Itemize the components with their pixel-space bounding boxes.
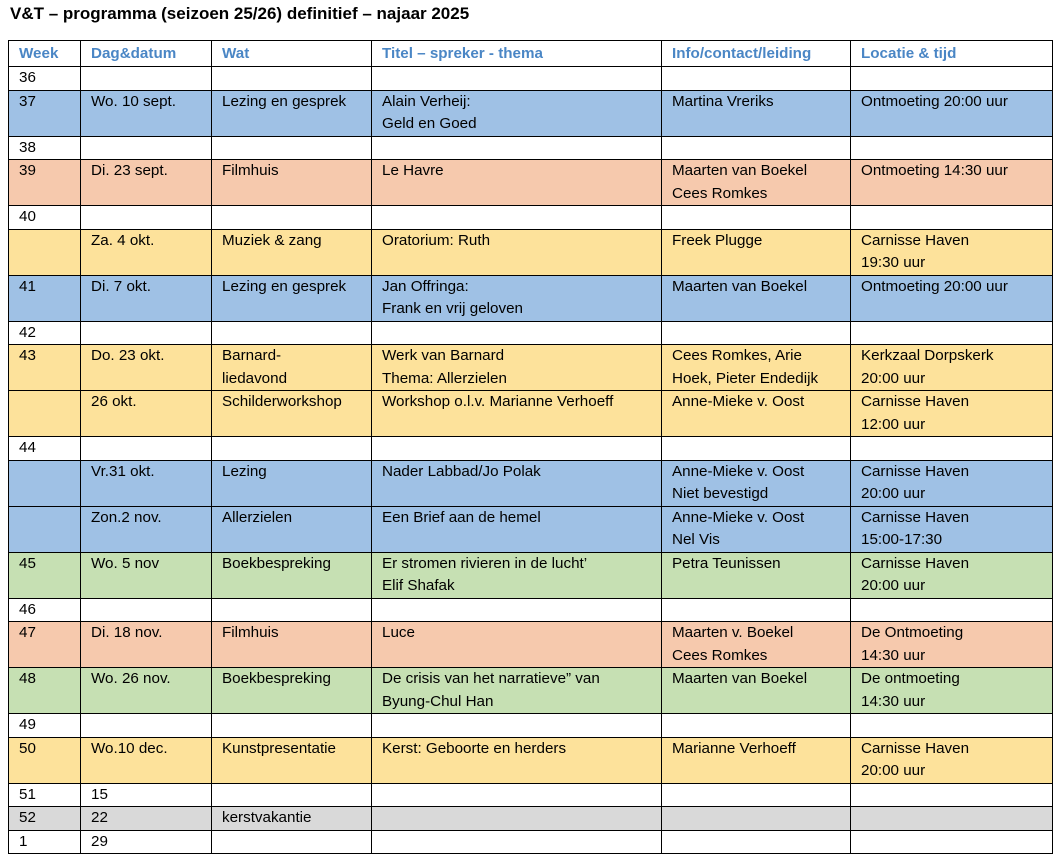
- cell-week: [9, 714, 81, 738]
- cell-week: [9, 67, 81, 91]
- cell-what: [212, 90, 372, 136]
- table-row: [9, 598, 1053, 622]
- cell-location: [851, 783, 1053, 807]
- cell-week: [9, 783, 81, 807]
- cell-info: [662, 160, 851, 206]
- cell-what: [212, 783, 372, 807]
- table-row: [9, 460, 1053, 506]
- cell-text: Lezing: [222, 462, 267, 480]
- table-row: [9, 783, 1053, 807]
- cell-location: [851, 67, 1053, 91]
- cell-title: [372, 807, 662, 831]
- cell-text: Oratorium: Ruth: [382, 231, 491, 249]
- cell-text: Zon.2 nov.: [91, 508, 162, 526]
- cell-date: [81, 67, 212, 91]
- cell-info: [662, 783, 851, 807]
- header-location: Locatie & tijd: [851, 41, 1053, 67]
- cell-text: Vr.31 okt.: [91, 462, 155, 480]
- cell-text: Maarten van Boekel: [672, 670, 808, 687]
- cell-text: 20:00 uur: [861, 369, 926, 387]
- cell-week: [9, 160, 81, 206]
- cell-week: [9, 437, 81, 461]
- cell-date: [81, 437, 212, 461]
- cell-text: Carnisse Haven: [861, 508, 970, 526]
- cell-what: [212, 136, 372, 160]
- cell-title: [372, 830, 662, 854]
- cell-text: Cees Romkes: [672, 646, 768, 664]
- cell-text: Le Havre: [382, 162, 444, 179]
- cell-date: [81, 807, 212, 831]
- document-title: V&T – programma (seizoen 25/26) definitief – najaar 2025: [10, 4, 470, 23]
- cell-text: 39: [19, 162, 36, 179]
- cell-info: [662, 345, 851, 391]
- cell-week: [9, 807, 81, 831]
- cell-text: Allerzielen: [222, 508, 293, 526]
- cell-text: Kerkzaal Dorpskerk: [861, 347, 994, 364]
- cell-what: [212, 506, 372, 552]
- table-row: [9, 830, 1053, 854]
- cell-what: [212, 437, 372, 461]
- cell-text: Za. 4 okt.: [91, 231, 155, 249]
- cell-what: [212, 807, 372, 831]
- cell-text: Byung-Chul Han: [382, 692, 494, 710]
- cell-text: kerstvakantie: [222, 809, 312, 826]
- cell-what: [212, 229, 372, 275]
- cell-text: Carnisse Haven: [861, 462, 970, 480]
- cell-info: [662, 391, 851, 437]
- cell-text: Filmhuis: [222, 162, 279, 179]
- cell-title: [372, 460, 662, 506]
- table-row: [9, 275, 1053, 321]
- cell-location: [851, 206, 1053, 230]
- cell-text: Di. 23 sept.: [91, 162, 168, 179]
- cell-text: Do. 23 okt.: [91, 347, 165, 364]
- cell-date: [81, 506, 212, 552]
- cell-text: 14:30 uur: [861, 692, 926, 710]
- table-row: [9, 714, 1053, 738]
- cell-what: [212, 598, 372, 622]
- header-what: Wat: [212, 41, 372, 67]
- cell-what: [212, 67, 372, 91]
- cell-text: 40: [19, 208, 36, 225]
- cell-title: [372, 506, 662, 552]
- cell-text: 50: [19, 739, 36, 757]
- cell-location: [851, 668, 1053, 714]
- cell-date: [81, 460, 212, 506]
- cell-info: [662, 830, 851, 854]
- cell-date: [81, 90, 212, 136]
- cell-info: [662, 598, 851, 622]
- cell-what: [212, 275, 372, 321]
- cell-week: [9, 506, 81, 552]
- cell-text: Muziek & zang: [222, 231, 322, 249]
- cell-text: Martina Vreriks: [672, 92, 774, 110]
- cell-text: Di. 18 nov.: [91, 624, 163, 641]
- cell-text: Frank en vrij geloven: [382, 300, 523, 317]
- cell-title: [372, 321, 662, 345]
- cell-what: [212, 830, 372, 854]
- table-row: [9, 437, 1053, 461]
- cell-text: Lezing en gesprek: [222, 92, 347, 110]
- cell-title: [372, 206, 662, 230]
- cell-week: [9, 391, 81, 437]
- cell-text: Cees Romkes: [672, 184, 768, 202]
- table-row: [9, 807, 1053, 831]
- cell-week: [9, 206, 81, 230]
- cell-text: 26 okt.: [91, 393, 137, 410]
- cell-text: 14:30 uur: [861, 646, 926, 664]
- cell-week: [9, 830, 81, 854]
- cell-date: [81, 552, 212, 598]
- cell-location: [851, 737, 1053, 783]
- cell-text: 36: [19, 69, 36, 86]
- program-table: [8, 40, 1053, 854]
- cell-week: [9, 737, 81, 783]
- cell-date: [81, 598, 212, 622]
- table-body: [9, 67, 1053, 854]
- cell-text: Luce: [382, 624, 415, 641]
- table-row: [9, 668, 1053, 714]
- cell-what: [212, 321, 372, 345]
- cell-text: Carnisse Haven: [861, 739, 970, 757]
- cell-text: Filmhuis: [222, 624, 279, 641]
- cell-text: Anne-Mieke v. Oost: [672, 508, 805, 526]
- table-row: [9, 506, 1053, 552]
- cell-info: [662, 229, 851, 275]
- cell-location: [851, 321, 1053, 345]
- cell-what: [212, 345, 372, 391]
- cell-what: [212, 737, 372, 783]
- cell-info: [662, 552, 851, 598]
- cell-week: [9, 275, 81, 321]
- cell-text: Alain Verheij:: [382, 92, 471, 110]
- cell-text: Carnisse Haven: [861, 231, 970, 249]
- cell-date: [81, 160, 212, 206]
- table-row: [9, 136, 1053, 160]
- cell-text: Werk van Barnard: [382, 347, 505, 364]
- cell-week: [9, 552, 81, 598]
- cell-week: [9, 90, 81, 136]
- cell-title: [372, 275, 662, 321]
- cell-date: [81, 206, 212, 230]
- cell-text: Wo. 26 nov.: [91, 670, 171, 687]
- cell-location: [851, 275, 1053, 321]
- table-row: [9, 345, 1053, 391]
- cell-title: [372, 622, 662, 668]
- cell-title: [372, 737, 662, 783]
- cell-info: [662, 437, 851, 461]
- cell-info: [662, 275, 851, 321]
- cell-text: Er stromen rivieren in de lucht’: [382, 554, 588, 572]
- cell-date: [81, 136, 212, 160]
- cell-info: [662, 737, 851, 783]
- cell-text: Wo. 10 sept.: [91, 92, 176, 110]
- cell-date: [81, 275, 212, 321]
- cell-location: [851, 622, 1053, 668]
- cell-location: [851, 229, 1053, 275]
- cell-text: Anne-Mieke v. Oost: [672, 462, 805, 480]
- cell-info: [662, 714, 851, 738]
- cell-info: [662, 506, 851, 552]
- cell-week: [9, 622, 81, 668]
- cell-text: Wo.10 dec.: [91, 739, 168, 757]
- cell-date: [81, 321, 212, 345]
- table-row: [9, 391, 1053, 437]
- cell-text: Nader Labbad/Jo Polak: [382, 462, 541, 480]
- cell-location: [851, 830, 1053, 854]
- header-week: Week: [9, 41, 81, 67]
- cell-text: Kunstpresentatie: [222, 739, 336, 757]
- cell-text: Marianne Verhoeff: [672, 739, 796, 757]
- cell-date: [81, 783, 212, 807]
- cell-info: [662, 622, 851, 668]
- cell-week: [9, 136, 81, 160]
- cell-location: [851, 90, 1053, 136]
- cell-title: [372, 783, 662, 807]
- table-header-row: [9, 41, 1053, 67]
- cell-text: Jan Offringa:: [382, 277, 469, 295]
- cell-text: Maarten van Boekel: [672, 277, 808, 295]
- cell-info: [662, 668, 851, 714]
- cell-info: [662, 67, 851, 91]
- cell-text: De ontmoeting: [861, 670, 960, 687]
- cell-text: Boekbespreking: [222, 670, 331, 687]
- cell-text: Niet bevestigd: [672, 485, 769, 502]
- cell-title: [372, 160, 662, 206]
- header-info: Info/contact/leiding: [662, 41, 851, 67]
- cell-title: [372, 714, 662, 738]
- cell-what: [212, 391, 372, 437]
- cell-title: [372, 598, 662, 622]
- cell-date: [81, 668, 212, 714]
- cell-what: [212, 622, 372, 668]
- cell-text: 37: [19, 92, 36, 110]
- cell-what: [212, 714, 372, 738]
- cell-text: 20:00 uur: [861, 577, 926, 594]
- cell-title: [372, 67, 662, 91]
- cell-location: [851, 136, 1053, 160]
- cell-text: 22: [91, 809, 108, 826]
- cell-text: 44: [19, 439, 36, 456]
- cell-text: Geld en Goed: [382, 115, 477, 132]
- cell-text: Ontmoeting 14:30 uur: [861, 162, 1008, 179]
- cell-text: Schilderworkshop: [222, 393, 342, 410]
- cell-text: 20:00 uur: [861, 762, 926, 779]
- cell-text: Een Brief aan de hemel: [382, 508, 541, 526]
- table-row: [9, 229, 1053, 275]
- cell-text: 42: [19, 323, 36, 341]
- cell-text: 51: [19, 785, 36, 803]
- cell-date: [81, 714, 212, 738]
- cell-text: Maarten van Boekel: [672, 162, 808, 179]
- cell-title: [372, 552, 662, 598]
- cell-title: [372, 345, 662, 391]
- cell-text: liedavond: [222, 369, 288, 387]
- cell-location: [851, 345, 1053, 391]
- cell-text: Freek Plugge: [672, 231, 763, 249]
- cell-date: [81, 391, 212, 437]
- cell-text: Hoek, Pieter Endedijk: [672, 369, 819, 387]
- cell-text: Anne-Mieke v. Oost: [672, 393, 805, 410]
- cell-location: [851, 460, 1053, 506]
- cell-location: [851, 506, 1053, 552]
- table-row: [9, 552, 1053, 598]
- cell-text: 46: [19, 600, 36, 618]
- cell-week: [9, 321, 81, 345]
- cell-text: Petra Teunissen: [672, 554, 781, 572]
- cell-info: [662, 136, 851, 160]
- cell-location: [851, 160, 1053, 206]
- cell-text: 12:00 uur: [861, 415, 926, 433]
- cell-text: 41: [19, 277, 36, 295]
- cell-text: Maarten v. Boekel: [672, 624, 794, 641]
- cell-title: [372, 136, 662, 160]
- cell-title: [372, 668, 662, 714]
- cell-text: 49: [19, 716, 36, 733]
- cell-title: [372, 391, 662, 437]
- cell-text: Cees Romkes, Arie: [672, 347, 802, 364]
- cell-text: Nel Vis: [672, 531, 720, 548]
- cell-text: De crisis van het narratieve” van: [382, 670, 600, 687]
- cell-date: [81, 830, 212, 854]
- cell-text: 47: [19, 624, 36, 641]
- cell-text: 29: [91, 832, 108, 850]
- cell-date: [81, 737, 212, 783]
- table-row: [9, 67, 1053, 91]
- cell-text: Barnard-: [222, 347, 282, 364]
- table-row: [9, 321, 1053, 345]
- cell-location: [851, 552, 1053, 598]
- cell-what: [212, 460, 372, 506]
- cell-text: 1: [19, 832, 28, 850]
- cell-location: [851, 714, 1053, 738]
- cell-text: Di. 7 okt.: [91, 277, 151, 295]
- cell-info: [662, 807, 851, 831]
- cell-text: 45: [19, 554, 36, 572]
- cell-what: [212, 160, 372, 206]
- cell-date: [81, 229, 212, 275]
- cell-what: [212, 206, 372, 230]
- cell-text: 19:30 uur: [861, 254, 926, 271]
- cell-text: Workshop o.l.v. Marianne Verhoeff: [382, 393, 614, 410]
- table-row: [9, 737, 1053, 783]
- cell-text: Carnisse Haven: [861, 554, 970, 572]
- header-title: Titel – spreker - thema: [372, 41, 662, 67]
- cell-text: 20:00 uur: [861, 485, 926, 502]
- cell-text: 38: [19, 138, 36, 156]
- cell-week: [9, 345, 81, 391]
- table-row: [9, 622, 1053, 668]
- cell-date: [81, 345, 212, 391]
- cell-text: 52: [19, 809, 36, 826]
- table-row: [9, 206, 1053, 230]
- cell-text: Wo. 5 nov: [91, 554, 160, 572]
- cell-text: De Ontmoeting: [861, 624, 964, 641]
- cell-text: Elif Shafak: [382, 577, 455, 594]
- cell-week: [9, 598, 81, 622]
- cell-text: Ontmoeting 20:00 uur: [861, 92, 1008, 110]
- cell-text: 43: [19, 347, 36, 364]
- cell-text: Lezing en gesprek: [222, 277, 347, 295]
- cell-info: [662, 460, 851, 506]
- cell-week: [9, 460, 81, 506]
- cell-text: Ontmoeting 20:00 uur: [861, 277, 1008, 295]
- table-row: [9, 90, 1053, 136]
- cell-location: [851, 391, 1053, 437]
- cell-text: Carnisse Haven: [861, 393, 970, 410]
- cell-location: [851, 807, 1053, 831]
- cell-location: [851, 437, 1053, 461]
- cell-text: 15: [91, 785, 108, 803]
- cell-week: [9, 229, 81, 275]
- cell-text: Boekbespreking: [222, 554, 331, 572]
- cell-title: [372, 437, 662, 461]
- cell-text: Thema: Allerzielen: [382, 369, 507, 387]
- cell-info: [662, 321, 851, 345]
- cell-title: [372, 90, 662, 136]
- cell-text: Kerst: Geboorte en herders: [382, 739, 567, 757]
- cell-location: [851, 598, 1053, 622]
- cell-date: [81, 622, 212, 668]
- header-date: Dag&datum: [81, 41, 212, 67]
- cell-title: [372, 229, 662, 275]
- cell-week: [9, 668, 81, 714]
- cell-what: [212, 552, 372, 598]
- cell-text: 15:00-17:30: [861, 531, 943, 548]
- table-row: [9, 160, 1053, 206]
- cell-info: [662, 206, 851, 230]
- cell-info: [662, 90, 851, 136]
- cell-text: 48: [19, 670, 36, 687]
- cell-what: [212, 668, 372, 714]
